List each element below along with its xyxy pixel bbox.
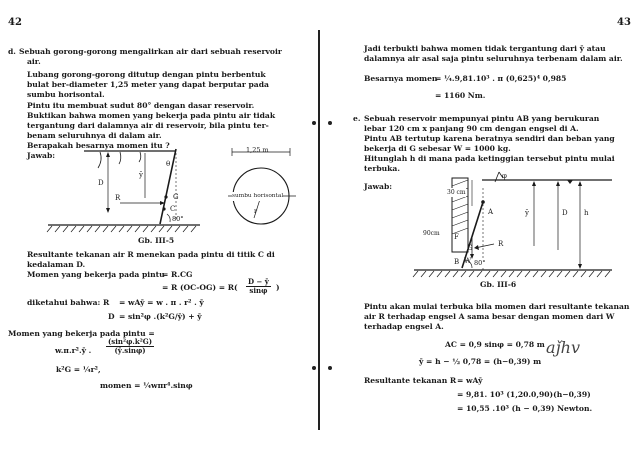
- d-equation: = sin²φ .(k²G/ȳ) + ȳ: [119, 312, 202, 321]
- fig6-label-r: R: [498, 240, 504, 248]
- problem-e-line-6: terbuka.: [364, 164, 400, 173]
- fig6-label-90cm: 90cm: [423, 230, 440, 237]
- page-number-right: 43: [617, 17, 631, 28]
- fig6-label-b: B: [454, 258, 460, 266]
- point-g: [164, 195, 167, 198]
- problem-e-line-4: bekerja di G sebesar W = 1000 kg.: [364, 144, 511, 153]
- fig6-label-30cm: 30 cm: [447, 189, 466, 196]
- moment-fraction-den: sinφ: [249, 286, 268, 295]
- fig5-label-radius: r: [254, 207, 258, 215]
- fig6-label-phi: φ: [502, 172, 507, 180]
- problem-d-line-5: sumbu horisontal.: [27, 90, 105, 99]
- moment-prefix: w.π.r².ȳ .: [55, 346, 92, 355]
- fig6-label-h: h: [584, 209, 589, 217]
- moment-expression-den: (ȳ.sinφ): [114, 346, 146, 355]
- left-page: [0, 0, 318, 459]
- d-symbol: D: [108, 312, 115, 321]
- resultant-text-2: kedalaman D.: [27, 260, 86, 269]
- fig6-angle-label: 80°: [474, 259, 486, 267]
- drip-mark-2: [119, 152, 121, 164]
- ac-equation: AC = 0,9 sinφ = 0,78 m: [445, 340, 545, 349]
- diketahui-label: diketahui bahwa: R: [27, 298, 110, 307]
- h-arrow-top: [578, 181, 582, 186]
- moment-eq-rcg: = R.CG: [162, 270, 193, 279]
- problem-d-line-4: bulat ber-diameter 1,25 meter yang dapat berputar pada: [27, 80, 269, 89]
- besarnya-equation: = ¼.9,81.10³ . π (0,625)⁴ 0,985: [435, 74, 567, 83]
- problem-d-line-6: Pintu itu membuat sudut 80° dengan dasar reservoir.: [27, 101, 255, 110]
- moment-line: Momen yang bekerja pada pintu =: [8, 329, 155, 338]
- resultante-eq-3: = 10,55 .10³ (h − 0,39) Newton.: [457, 404, 593, 413]
- problem-d-line-2: air.: [27, 57, 41, 66]
- resultant-text-1: Resultante tekanan air R menekan pada pintu di titik C di: [27, 250, 275, 259]
- conclusion-line-1: Jadi terbukti bahwa momen tidak tergantung dari ȳ atau: [364, 44, 606, 53]
- depth-arrow-bottom: [106, 208, 110, 213]
- besarnya-label: Besarnya momen: [364, 74, 438, 83]
- problem-e-line-5: Hitunglah h di mana pada ketinggian tersebut pintu mulai: [364, 154, 615, 163]
- jawab-label-right: Jawab:: [364, 182, 393, 191]
- fig5-dimension-label: 1,25 m: [246, 146, 269, 154]
- fig5-axis-label: sumbu horisontal: [232, 192, 283, 201]
- fig5-label-d: D: [98, 179, 104, 187]
- problem-d-line-3: Lubang gorong-gorong ditutup dengan pintu berbentuk: [27, 70, 266, 79]
- fig6-label-f: F: [454, 233, 459, 241]
- fig6-label-a: A: [488, 208, 494, 216]
- moment-expression-num: (sin²φ.k²G): [108, 337, 153, 346]
- moment-eq-close: ): [276, 283, 280, 292]
- problem-e-line-3: Pintu AB tertutup karena beratnya sendiri dan beban yang: [364, 134, 615, 143]
- figure-caption-iii-6: Gb. III-6: [480, 280, 517, 289]
- explanation-line-3: terhadap engsel A.: [364, 322, 444, 331]
- page-number-left: 42: [8, 17, 22, 28]
- problem-d-line-8: tergantung dari dalamnya air di reservoir, bila pintu ter-: [27, 121, 269, 130]
- fig6-label-g: G: [467, 244, 473, 252]
- problem-d-label: d.: [8, 47, 16, 56]
- fig5-label-g: G: [173, 193, 179, 201]
- drip-mark-1: [98, 152, 101, 168]
- figure-iii-5: [0, 0, 318, 260]
- resultante-eq-2: = 9,81. 10³ (1,20.0,90)(h−0,39): [457, 390, 591, 399]
- moment-expression-fraction: [106, 338, 154, 355]
- explanation-line-1: Pintu akan mulai terbuka bila momen dari resultante tekanan: [364, 302, 630, 311]
- fig5-label-r: R: [115, 194, 121, 202]
- fig6-label-ybar: ȳ: [525, 209, 529, 217]
- water-level-marker: [567, 180, 573, 184]
- h-arrow-bottom: [578, 264, 582, 269]
- figure-caption-iii-5: Gb. III-5: [138, 236, 175, 245]
- problem-e-label: e.: [353, 114, 361, 123]
- right-page: [322, 0, 638, 459]
- ground-hatching: [47, 226, 196, 232]
- ybar-equation: ȳ = h − ½ 0,78 = (h−0,39) m: [419, 357, 542, 366]
- conclusion-line-2: dalamnya air asal saja pintu seluruhnya terbenam dalam air.: [364, 54, 623, 63]
- jawab-label-left: Jawab:: [27, 151, 56, 160]
- problem-e-line-1: Sebuah reservoir mempunyai pintu AB yang berukuran: [364, 114, 600, 123]
- fig5-label-theta: θ: [166, 160, 171, 168]
- ybar-arrow-top: [532, 181, 536, 186]
- angle-arc: [167, 214, 170, 222]
- figure-iii-6: [322, 0, 638, 300]
- moment-text-label: Momen yang bekerja pada pintu: [27, 270, 165, 279]
- fig5-angle-label: 80°: [172, 215, 184, 223]
- explanation-line-2: air R terhadap engsel A sama besar dengan momen dari W: [364, 312, 615, 321]
- diketahui-equation: = wAȳ = w . π . r² . ȳ: [119, 298, 204, 307]
- fig5-label-c: C: [170, 205, 176, 213]
- resultant-arrowhead-e: [474, 245, 479, 250]
- binding-dot-left-1: [312, 121, 316, 125]
- d-arrow-top: [556, 181, 560, 186]
- problem-d-line-9: benam seluruhnya di dalam air.: [27, 131, 162, 140]
- moment-eq-roc: = R (OC-OG) = R(: [162, 283, 238, 292]
- drip-mark-3: [139, 152, 141, 162]
- depth-arrow-top: [106, 152, 110, 157]
- resultante-label: Resultante tekanan R: [364, 376, 457, 385]
- ground-hatching-e: [413, 271, 610, 277]
- fig6-label-w: W: [464, 257, 472, 265]
- point-c: [162, 207, 165, 210]
- fig6-label-d: D: [562, 209, 568, 217]
- problem-d-line-7: Buktikan bahwa momen yang bekerja pada pintu air tidak: [27, 111, 276, 120]
- problem-d-line-1: Sebuah gorong-gorong mengalirkan air dari sebuah reservoir: [19, 47, 282, 56]
- moment-fraction-num: D − ȳ: [248, 277, 269, 286]
- handwritten-note: aǰhv: [546, 338, 580, 357]
- moment-fraction: [246, 278, 271, 295]
- resultante-eq-1: = wAȳ: [457, 376, 483, 385]
- fig5-label-ybar: ȳ: [139, 171, 143, 179]
- binding-dot-left-2: [312, 366, 316, 370]
- kg-equation: k²G = ¼r²,: [56, 365, 101, 374]
- page-fold: [318, 30, 320, 430]
- problem-d-line-10: Berapakah besarnya momen itu ?: [27, 141, 170, 150]
- problem-e-line-2: lebar 120 cm x panjang 90 cm dengan engsel di A.: [364, 124, 579, 133]
- final-moment-equation: momen = ¼wπr⁴.sinφ: [100, 381, 193, 390]
- besarnya-result: = 1160 Nm.: [435, 91, 486, 100]
